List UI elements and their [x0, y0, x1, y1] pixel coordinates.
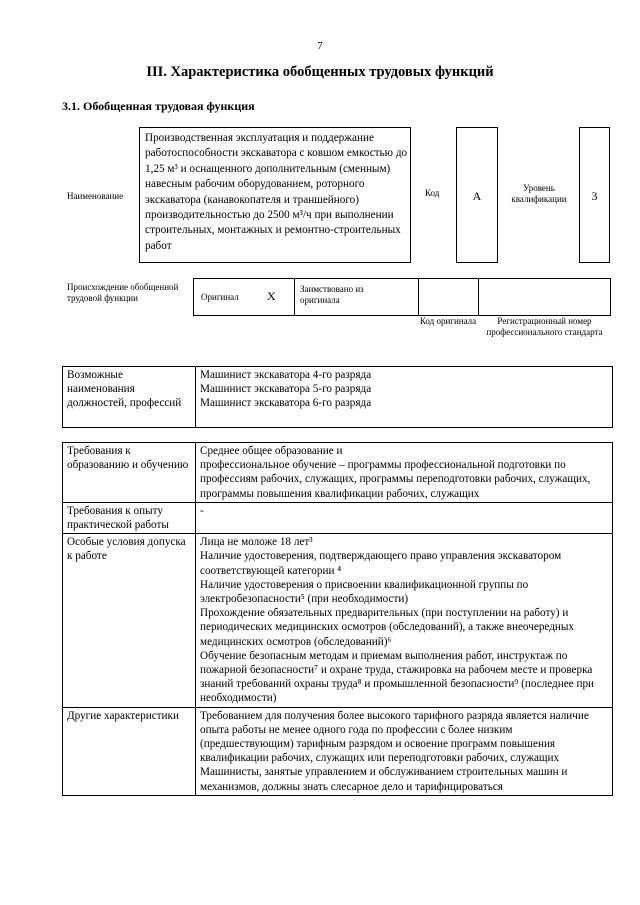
- requirement-row: [63, 502, 613, 533]
- name-label: Наименование: [67, 191, 124, 201]
- level-label: Уровень квалификации: [511, 183, 567, 204]
- borrowed-label: Заимствовано из оригинала: [300, 284, 364, 305]
- requirement-value: Требованием для получения более высокого тарифного разряда является наличие опыта работы не менее одного года по профессии с более низким (предшествующим) тарифным разрядом и освоение программ повышения квалификации рабочих, служащих или переподготовки рабочих, служащих Машинисты, занятые управлением и обслуживанием строительных машин и механизмов, должны знать слесарное дело и тарифицироваться: [196, 707, 613, 795]
- origin-label: Происхождение обобщенной трудовой функции: [67, 282, 179, 303]
- requirement-label: Требования к опыту практической работы: [63, 502, 196, 533]
- requirements-table: [62, 442, 613, 796]
- positions-values: [196, 367, 613, 428]
- origin-divider-1: [294, 279, 295, 315]
- level-value: 3: [591, 189, 598, 203]
- origin-divider-3: [478, 279, 479, 315]
- requirement-row: [63, 443, 613, 503]
- requirement-row: [63, 534, 613, 707]
- subsection-title: 3.1. Обобщенная трудовая функция: [62, 99, 255, 113]
- position-item: Машинист экскаватора 5-го разряда: [200, 383, 372, 396]
- code-origin-caption: Код оригинала: [419, 316, 477, 326]
- position-item: Машинист экскаватора 6-го разряда: [200, 397, 372, 410]
- requirement-label: Другие характеристики: [63, 707, 196, 795]
- position-item: Машинист экскаватора 4-го разряда: [200, 369, 372, 381]
- level-box: [579, 127, 610, 263]
- function-name-box: [139, 127, 411, 263]
- original-mark: X: [267, 289, 276, 303]
- code-value: А: [472, 189, 482, 203]
- requirement-value: -: [196, 502, 613, 533]
- reg-number-caption: Регистрационный номер профессионального стандарта: [486, 316, 603, 337]
- code-label: Код: [425, 188, 440, 198]
- section-title: III. Характеристика обобщенных трудовых функций: [146, 64, 494, 80]
- requirement-value: Среднее общее образование и профессиональное обучение – программы профессиональной подготовки по профессиям рабочих, служащих, программы переподготовки рабочих, служащих, программы повышения квалификации рабочих, служащих: [196, 443, 613, 503]
- requirement-label: Требования к образованию и обучению: [63, 443, 196, 503]
- positions-row: [63, 367, 613, 428]
- requirement-label: Особые условия допуска к работе: [63, 534, 196, 707]
- page-number: 7: [317, 40, 323, 52]
- original-label: Оригинал: [201, 292, 239, 302]
- requirement-value: Лица не моложе 18 лет³ Наличие удостоверения, подтверждающего право управления экскаватором соответствующей категории ⁴ Наличие удостоверения о присвоении квалификационной группы по электробезопасности⁵ (при необходимости) Прохождение обязательных предварительных (при поступлении на работу) и периодических медицинских осмотров (обследований), а также внеочередных медицинских осмотров (обследований)⁶ Обучение безопасным методам и приемам выполнения работ, инструктаж по пожарной безопасности⁷ и охране труда, стажировка на рабочем месте и проверка знаний требований охраны труда⁸ и промышленной безопасности⁹ (последнее при необходимости): [196, 534, 613, 707]
- origin-divider-2: [418, 279, 419, 315]
- positions-table: [62, 366, 613, 428]
- requirement-row: [63, 707, 613, 795]
- positions-label: Возможные наименования должностей, профессий: [63, 367, 196, 428]
- code-box: [456, 127, 498, 263]
- function-name-value: Производственная эксплуатация и поддержание работоспособности экскаватора с ковшом емкостью до 1,25 м³ и оснащенного дополнительным (сменным) навесным рабочим оборудованием, роторного экскаватора (канавокопателя и траншейного) производительностью до 2500 м³/ч при выполнении строительных, монтажных и ремонтно-строительных работ: [145, 132, 408, 252]
- origin-box: [193, 278, 611, 316]
